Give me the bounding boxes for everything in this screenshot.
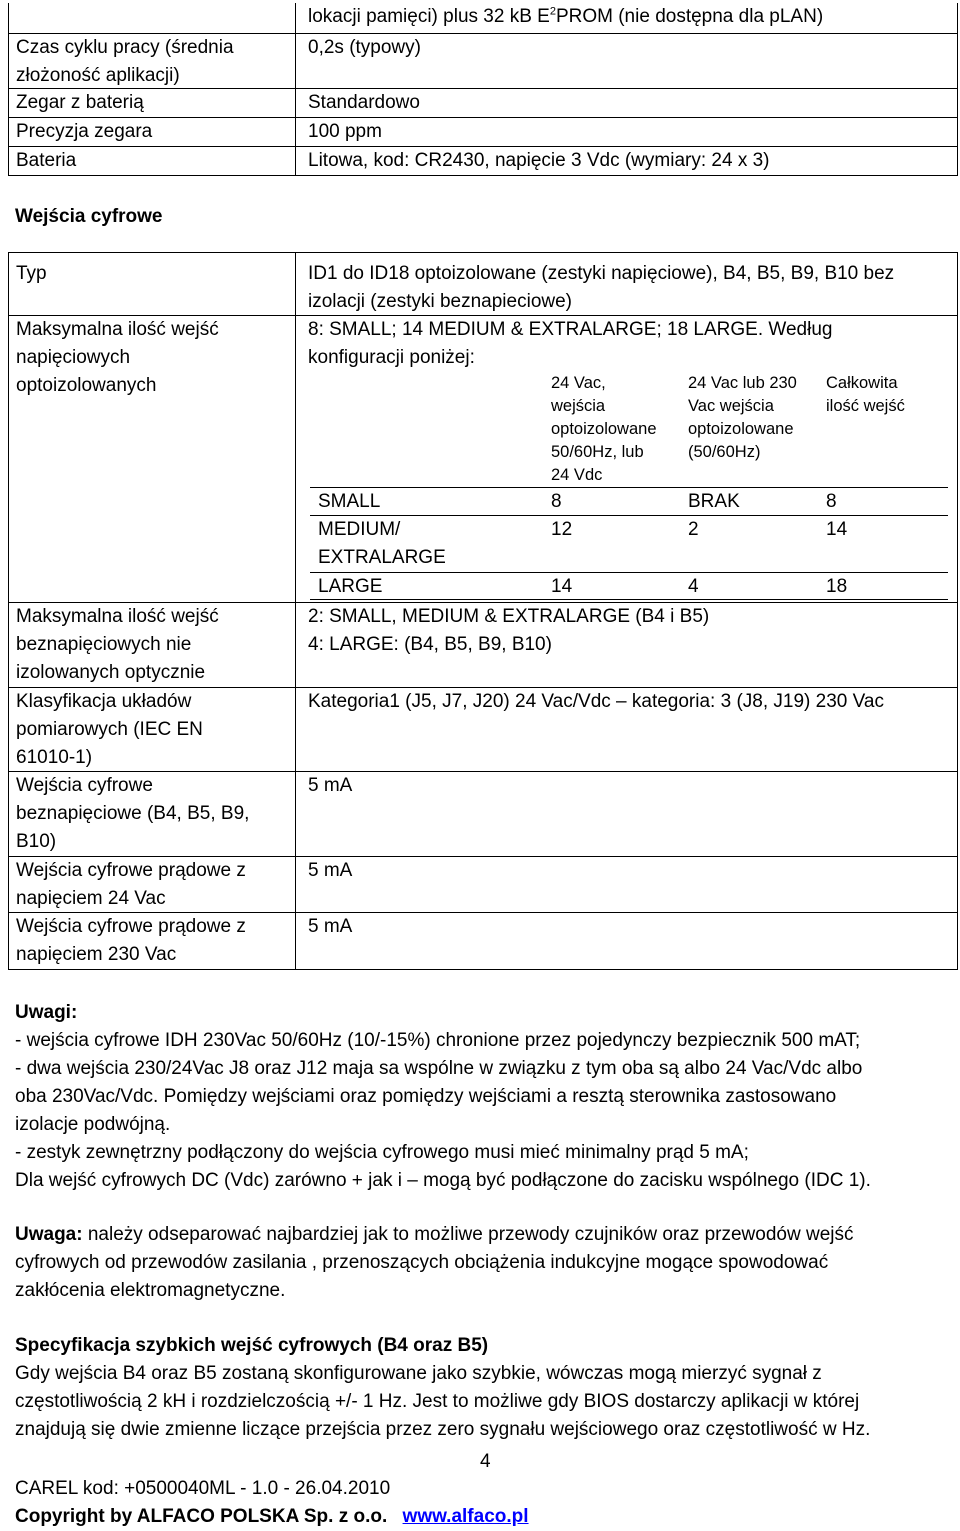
spec-label: Precyzja zegara <box>16 121 153 142</box>
spec-label: Wejścia cyfrowe prądowe z napięciem 230 Vac <box>16 916 246 965</box>
config-cell-size: LARGE <box>318 576 383 597</box>
spec-value: Kategoria1 (J5, J7, J20) 24 Vac/Vdc – kategoria: 3 (J8, J19) 230 Vac <box>295 688 957 771</box>
spec-value: 2: SMALL, MEDIUM & EXTRALARGE (B4 i B5) 4: LARGE: (B4, B5, B9, B10) <box>295 603 957 687</box>
note-item: - zestyk zewnętrzny podłączony do wejścia cyfrowego musi mieć minimalny prąd 5 mA; <box>15 1142 749 1163</box>
config-header-230vac: 24 Vac lub 230 Vac wejścia optoizolowane (50/60Hz) <box>688 374 797 461</box>
notes-list <box>15 1027 950 1195</box>
config-cell-24vac: 12 <box>551 519 573 540</box>
spec-value-memory <box>295 3 957 33</box>
fast-inputs-heading: Specyfikacja szybkich wejść cyfrowych (B4 oraz B5) <box>15 1335 489 1356</box>
spec-row-cycle-time <box>8 34 958 89</box>
config-header-row <box>310 371 948 488</box>
spec-row-type <box>8 252 958 316</box>
website-link[interactable]: www.alfaco.pl <box>402 1506 529 1527</box>
spec-label: Wejścia cyfrowe beznapięciowe (B4, B5, B9, B10) <box>16 775 250 852</box>
config-cell-size: MEDIUM/ EXTRALARGE <box>318 519 446 568</box>
config-cell-24vac: 8 <box>551 491 562 512</box>
spec-row-max-dry-inputs <box>8 603 958 688</box>
spec-row-dry-input-current <box>8 772 958 857</box>
spec-label: Czas cyklu pracy (średnia złożoność aplikacji) <box>16 37 234 86</box>
memory-text-end: PROM (nie dostępna dla pLAN) <box>555 6 824 27</box>
spec-value: Litowa, kod: CR2430, napięcie 3 Vdc (wymiary: 24 x 3) <box>295 147 957 175</box>
config-cell-total: 18 <box>826 576 848 597</box>
config-cell-230vac: BRAK <box>688 491 740 512</box>
config-row-large <box>310 573 948 600</box>
spec-row-clock <box>8 89 958 118</box>
spec-row-battery <box>8 147 958 176</box>
warning-text: należy odseparować najbardziej jak to możliwe przewody czujników oraz przewodów wejść cyfrowych od przewodów zasilania , przenoszących obciążenia indukcyjne mogące spowodować zakłócenia elektromagnetyczne. <box>15 1224 854 1301</box>
spec-label: Typ <box>16 263 47 284</box>
config-row-medium-extralarge <box>310 516 948 573</box>
spec-label: Zegar z baterią <box>16 92 144 113</box>
spec-label: Maksymalna ilość wejść napięciowych optoizolowanych <box>16 319 219 396</box>
spec-value: 8: SMALL; 14 MEDIUM & EXTRALARGE; 18 LARGE. Według konfiguracji poniżej: <box>308 319 833 368</box>
page-number: 4 <box>480 1451 491 1472</box>
spec-value: Standardowo <box>295 89 957 117</box>
spec-value: 100 ppm <box>295 118 957 146</box>
warning-paragraph <box>15 1221 950 1305</box>
superscript-2: 2 <box>549 5 556 18</box>
config-cell-total: 14 <box>826 519 848 540</box>
spec-value-cell <box>295 316 957 602</box>
spec-value: 0,2s (typowy) <box>295 34 957 88</box>
config-row-small <box>310 488 948 516</box>
config-cell-24vac: 14 <box>551 576 573 597</box>
io-configuration-table <box>310 371 948 600</box>
spec-value: 5 mA <box>295 772 957 856</box>
spec-label: Maksymalna ilość wejść beznapięciowych nie izolowanych optycznie <box>16 606 219 683</box>
spec-label: Bateria <box>16 150 77 171</box>
copyright-line <box>15 1503 529 1531</box>
spec-label: Klasyfikacja układów pomiarowych (IEC EN 61010-1) <box>16 691 203 768</box>
config-header-24vac: 24 Vac, wejścia optoizolowane 50/60Hz, lub 24 Vdc <box>551 374 657 484</box>
fast-inputs-text: Gdy wejścia B4 oraz B5 zostaną skonfigurowane jako szybkie, wówczas mogą mierzyć sygnał z częstotliwością 2 kH i rozdzielczością +/- 1 Hz. Jest to możliwe gdy BIOS dostarczy aplikacji w której znajdują się dwie zmienne liczące przejścia przez zero sygnału wejściowego oraz częstotliwość w Hz. <box>15 1363 871 1440</box>
spec-value: 5 mA <box>295 913 957 969</box>
spec-row-230vac-input-current <box>8 913 958 970</box>
document-code: CAREL kod: +0500040ML - 1.0 - 26.04.2010 <box>15 1478 391 1499</box>
config-cell-size: SMALL <box>318 491 381 512</box>
config-header-total: Całkowita ilość wejść <box>826 374 905 415</box>
spec-row-max-opto-inputs <box>8 316 958 603</box>
section-heading-digital-inputs: Wejścia cyfrowe <box>15 206 163 227</box>
spec-label: Wejścia cyfrowe prądowe z napięciem 24 Vac <box>16 860 246 909</box>
spec-row-24vac-input-current <box>8 857 958 913</box>
spec-row-memory <box>8 3 958 34</box>
config-cell-230vac: 4 <box>688 576 699 597</box>
note-item: Dla wejść cyfrowych DC (Vdc) zarówno + jak i – mogą być podłączone do zacisku wspólnego (IDC 1). <box>15 1170 871 1191</box>
spec-row-clock-precision <box>8 118 958 147</box>
spec-row-classification <box>8 688 958 772</box>
warning-label: Uwaga: <box>15 1224 83 1245</box>
note-item: - wejścia cyfrowe IDH 230Vac 50/60Hz (10/-15%) chronione przez pojedynczy bezpiecznik 500 mAT; <box>15 1030 861 1051</box>
config-cell-230vac: 2 <box>688 519 699 540</box>
note-item: - dwa wejścia 230/24Vac J8 oraz J12 maja sa wspólne w związku z tym oba są albo 24 Vac/Vdc albo oba 230Vac/Vdc. Pomiędzy wejściami oraz pomiędzy wejściami a resztą sterownika zastosowano izolacje podwójną. <box>15 1058 863 1135</box>
notes-heading: Uwagi: <box>15 1002 78 1023</box>
spec-value: 5 mA <box>295 857 957 912</box>
spec-value: ID1 do ID18 optoizolowane (zestyki napięciowe), B4, B5, B9, B10 bez izolacji (zestyki beznapieciowe) <box>295 253 957 315</box>
config-cell-total: 8 <box>826 491 837 512</box>
memory-text: lokacji pamięci) plus 32 kB E <box>308 6 550 27</box>
copyright-text: Copyright by ALFACO POLSKA Sp. z o.o. <box>15 1506 388 1527</box>
